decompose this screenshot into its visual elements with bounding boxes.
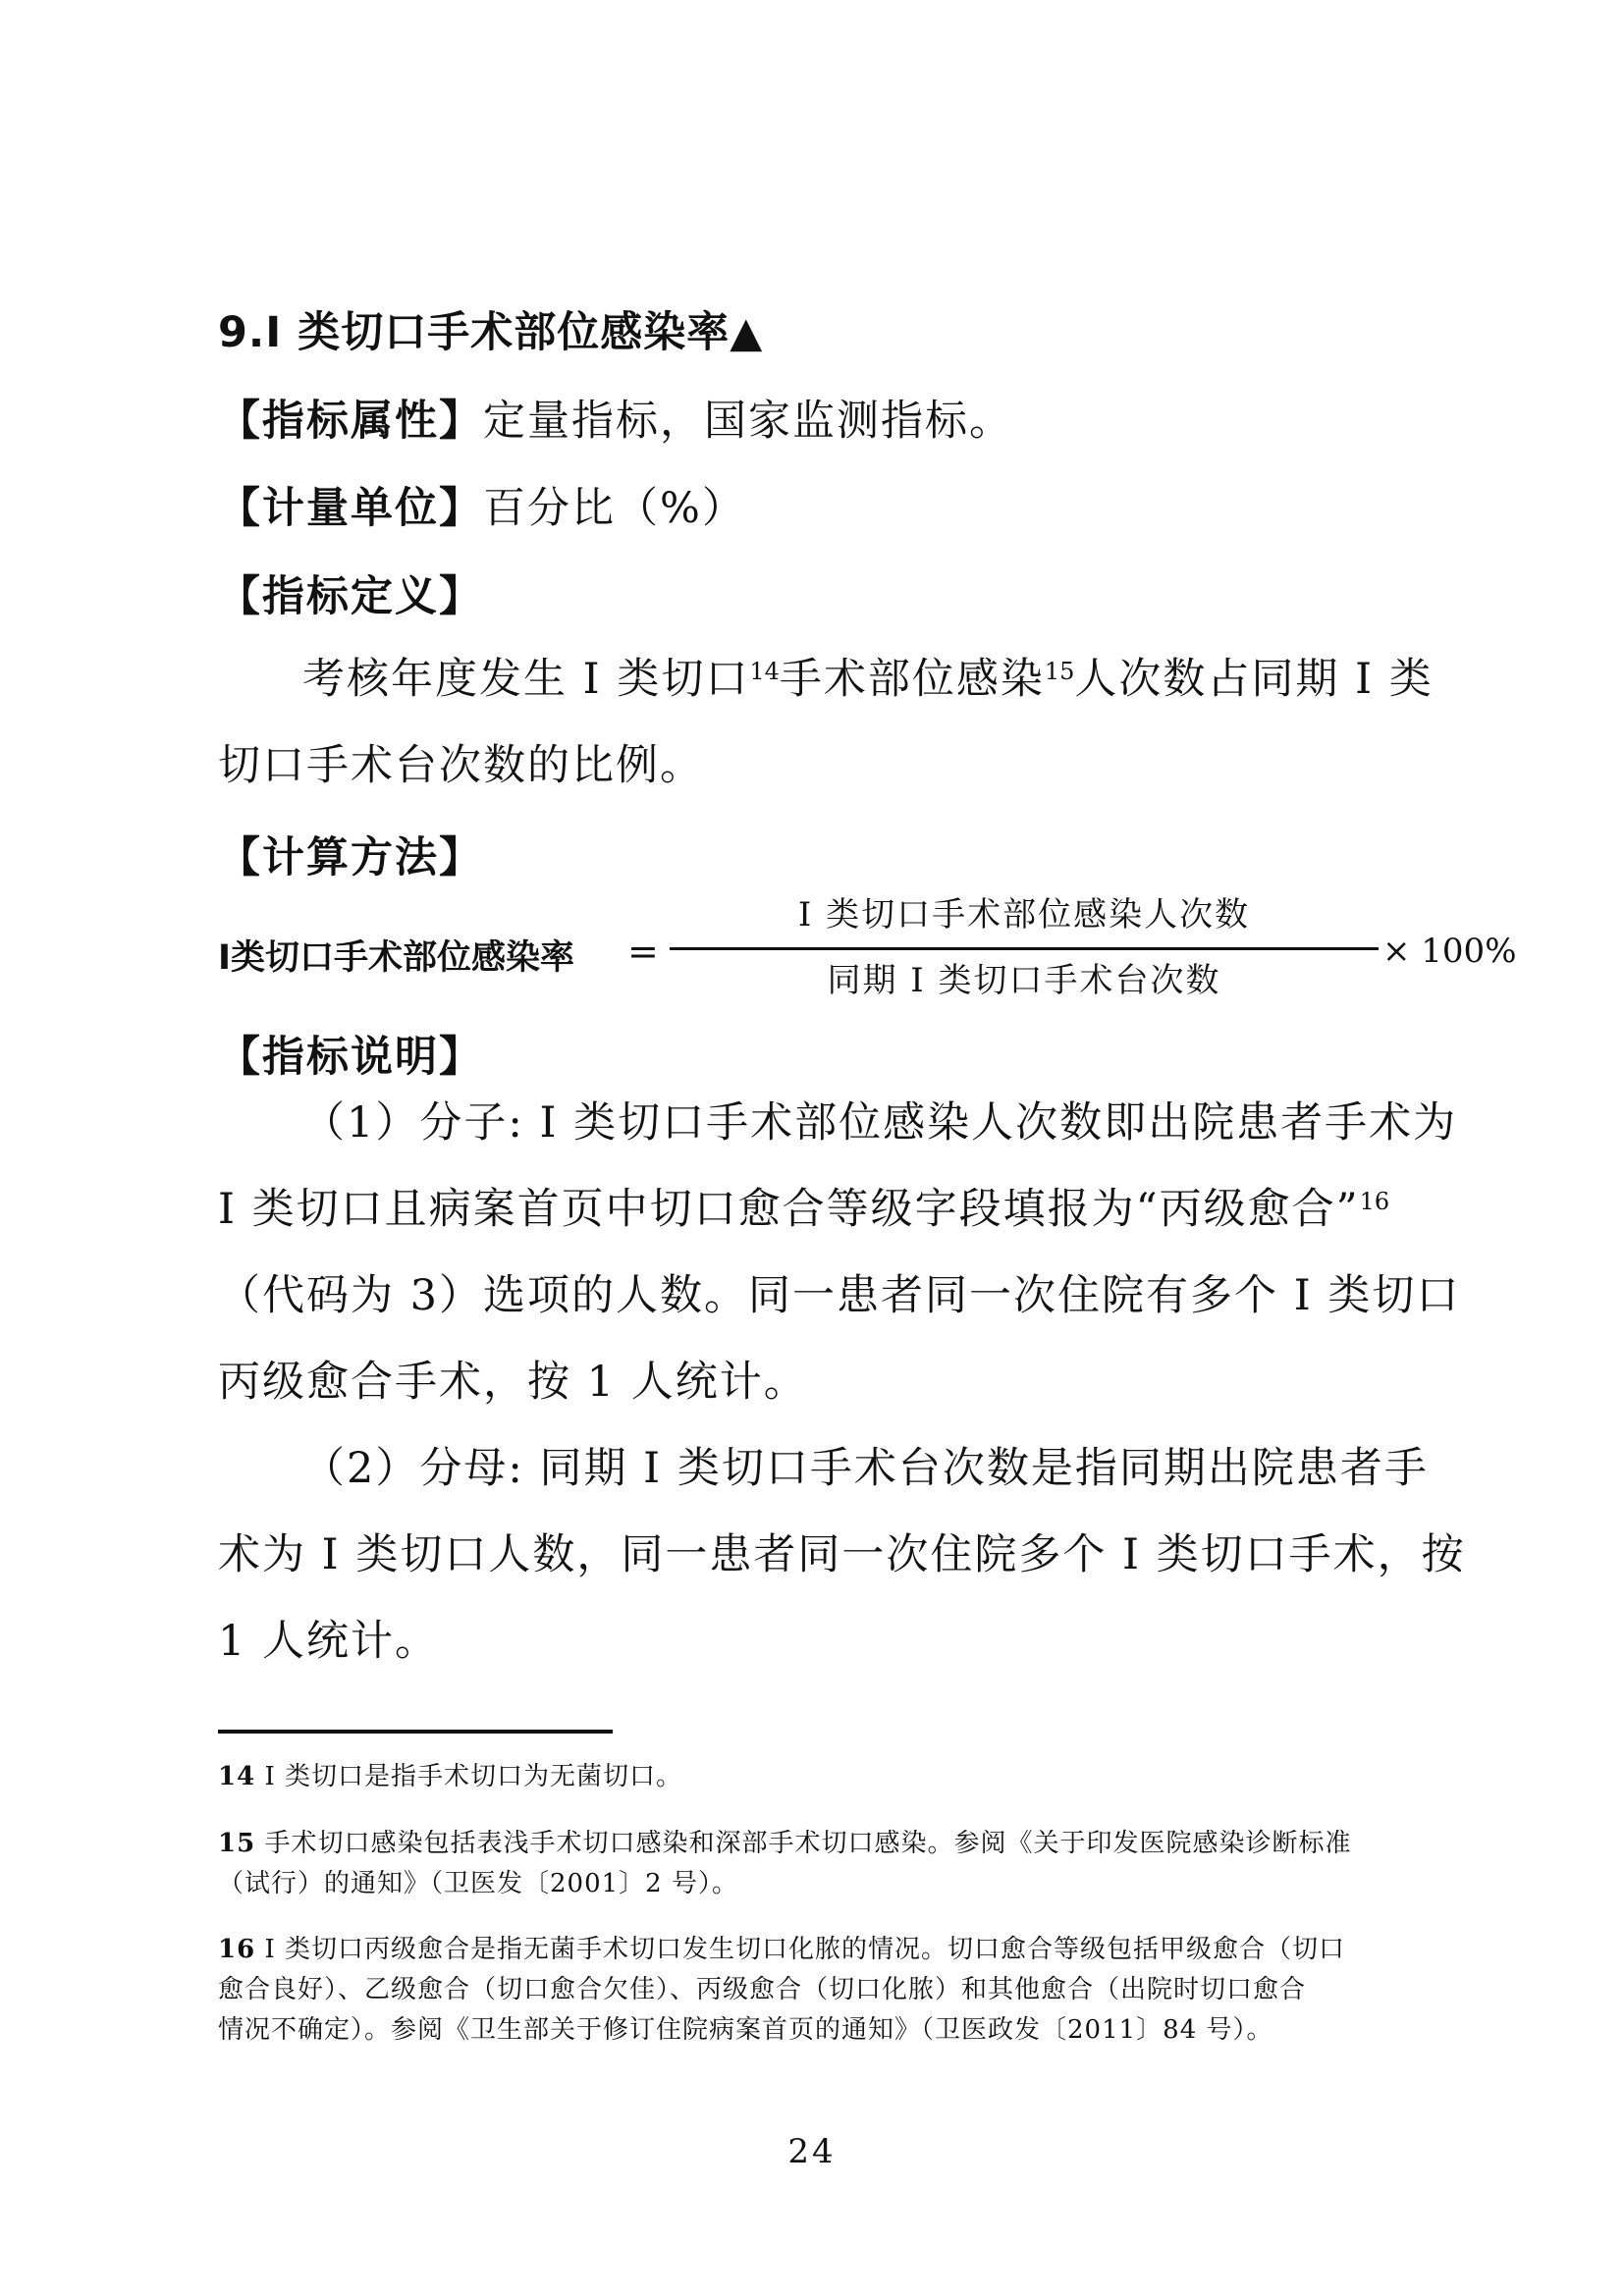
formula <box>218 888 1517 1016</box>
footnote-ref-14: 14 <box>749 658 780 685</box>
formula-lhs: I类切口手术部位感染率 <box>218 938 575 978</box>
attribute-line <box>218 388 1013 448</box>
explanation-paragraph-2 <box>218 1425 1466 1684</box>
method-heading <box>218 825 483 884</box>
unit-text: 百分比（%） <box>483 484 746 533</box>
explanation-p1-line-2: I 类切口且病案首页中切口愈合等级字段填报为“丙级愈合”$^{16}$ <box>218 1185 1390 1234</box>
formula-equals: = <box>627 930 659 973</box>
footnote-15: 15 手术切口感染包括表浅手术切口感染和深部手术切口感染。参阅《关于印发医院感染诊断标准 （试行）的通知》（卫医发〔2001〕2 号）。 <box>218 1829 1352 1898</box>
explanation-heading <box>218 1024 483 1084</box>
attribute-label: 【指标属性】 <box>218 397 483 446</box>
footnote-14: 14 I 类切口是指手术切口为无菌切口。 <box>218 1762 682 1791</box>
unit-label: 【计量单位】 <box>218 484 483 533</box>
page-number: 24 <box>787 2132 837 2171</box>
explanation-p1-line-4: 丙级愈合手术，按 1 人统计。 <box>218 1358 808 1407</box>
explanation-p2-line-1: （2）分母: 同期 I 类切口手术台次数是指同期出院患者手 <box>302 1444 1429 1493</box>
explanation-p2-line-3: 1 人统计。 <box>218 1617 440 1666</box>
section-title: 9.I 类切口手术部位感染率▲ <box>218 308 764 357</box>
footnote-16: 16 I 类切口丙级愈合是指无菌手术切口发生切口化脓的情况。切口愈合等级包括甲级愈合（切口 愈合良好）、乙级愈合（切口愈合欠佳）、丙级愈合（切口化脓）和其他愈合（出院时切口愈合 情况不确定）。参阅《卫生部关于修订住院病案首页的通知》（卫医政发〔2011〕84 号）。 <box>218 1935 1345 2045</box>
attribute-text: 定量指标，国家监测指标。 <box>483 397 1013 446</box>
definition-label: 【指标定义】 <box>218 572 483 621</box>
definition-paragraph <box>218 636 1432 809</box>
definition-line-2: 切口手术台次数的比例。 <box>218 741 704 790</box>
fraction-bar <box>670 947 1379 950</box>
definition-heading <box>218 563 483 623</box>
formula-multiplier: × 100% <box>1382 932 1517 971</box>
formula-numerator: I 类切口手术部位感染人次数 <box>797 895 1251 934</box>
explanation-label: 【指标说明】 <box>218 1033 483 1082</box>
method-label: 【计算方法】 <box>218 833 483 882</box>
explanation-p1-line-1: （1）分子: I 类切口手术部位感染人次数即出院患者手术为 <box>302 1098 1458 1148</box>
footnote-separator <box>218 1730 613 1734</box>
explanation-p1-line-3: （代码为 3）选项的人数。同一患者同一次住院有多个 I 类切口 <box>218 1271 1461 1320</box>
explanation-paragraph-1 <box>218 1080 1461 1425</box>
footnote-ref-16: 16 <box>1359 1188 1390 1215</box>
formula-fraction <box>670 888 1379 1007</box>
explanation-p2-line-2: 术为 I 类切口人数，同一患者同一次住院多个 I 类切口手术，按 <box>218 1530 1466 1579</box>
unit-line <box>218 475 746 535</box>
footnote-ref-15: 15 <box>1044 658 1075 685</box>
definition-line-1: 考核年度发生 I 类切口$^{14}$手术部位感染$^{15}$人次数占同期 I 类 <box>302 655 1434 704</box>
formula-denominator: 同期 I 类切口手术台次数 <box>827 961 1221 1000</box>
